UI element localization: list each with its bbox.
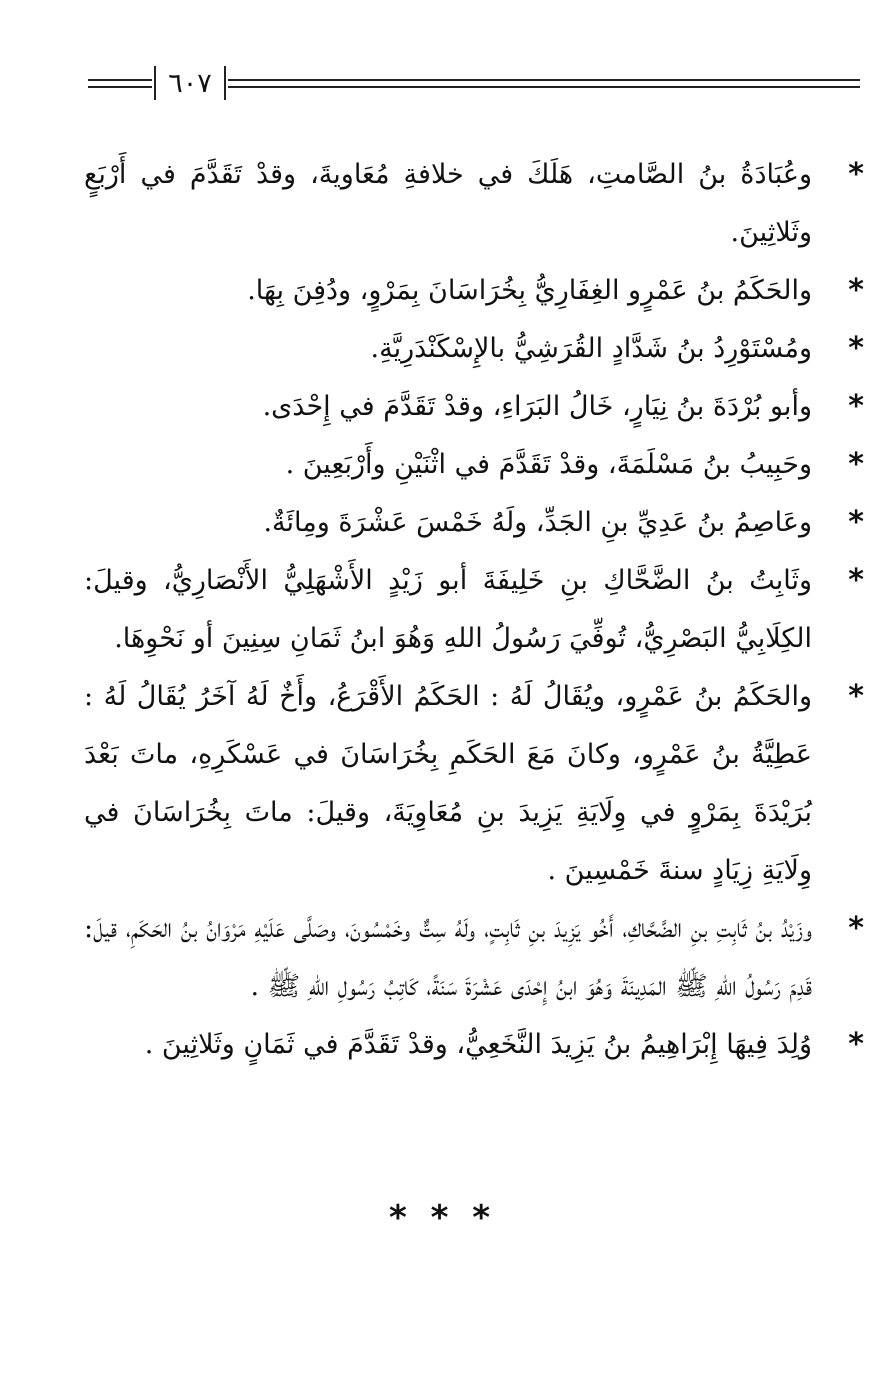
entry-text: وثَابِتُ بنُ الضَّحَّاكِ بنِ خَلِيفَةَ أبو زَيْدٍ الأَشْهَلِيُّ الأَنْصَارِيُّ، وقيلَ: الكِلَابِيُّ البَصْرِيُّ، تُوفِّيَ رَسُولُ اللهِ وَهُوَ ابنُ ثَمَانِ سِنِينَ أو نَحْوِهَا. — [84, 565, 812, 654]
bullet-star: * — [848, 447, 864, 482]
entry-habib — [84, 436, 864, 494]
bullet-star: * — [848, 331, 864, 366]
entry-text: وحَبِيبُ بنُ مَسْلَمَةَ، وقدْ تَقَدَّمَ في اثْنَيْنِ وأَرْبَعِينَ . — [285, 449, 812, 480]
entry-text: وعَاصِمُ بنُ عَدِيِّ بنِ الجَدِّ، ولَهُ خَمْسَ عَشْرَةَ ومِائَةٌ. — [263, 507, 812, 538]
entry-mustawrid — [84, 320, 864, 378]
entry-asim — [84, 494, 864, 552]
entry-list — [84, 146, 864, 1074]
header-bar-left — [154, 66, 156, 100]
bullet-star: * — [848, 679, 864, 714]
bullet-star: * — [848, 911, 864, 946]
bullet-star: * — [848, 505, 864, 540]
bullet-star: * — [848, 1027, 864, 1062]
bullet-star: * — [848, 563, 864, 598]
entry-ibrahim — [84, 1016, 864, 1074]
header-bar-right — [224, 66, 226, 100]
bullet-star: * — [848, 273, 864, 308]
entry-zayd — [84, 900, 864, 1016]
entry-text: والحَكَمُ بنُ عَمْرٍو الغِفَارِيُّ بِخُرَاسَانَ بِمَرْوٍ، ودُفِنَ بِهَا. — [247, 275, 812, 306]
entry-abu-burda — [84, 378, 864, 436]
entry-text: وزَيْدُ بنُ ثَابِتِ بنِ الضَّحَّاكِ، أَخُو يَزِيدَ بنِ ثَابِتٍ، ولَهُ سِتٌّ وخَمْسُونَ، وصَلَّى عَلَيْهِ مَرْوَانُ بنُ الحَكَمِ، قيلَ: قَدِمَ رَسُولُ اللهِ ﷺ المَدِينَةَ وَهُوَ ابنُ إِحْدَى عَشْرَةَ سَنَةً، كَاتِبُ رَسُولِ اللهِ ﷺ . — [84, 913, 812, 1002]
page-number: ٦٠٧ — [168, 68, 212, 99]
header-rule-left — [88, 79, 152, 88]
page-header — [88, 62, 860, 106]
section-divider: * * * — [388, 1198, 496, 1238]
entry-text: وُلِدَ فِيهَا إِبْرَاهِيمُ بنُ يَزِيدَ النَّخَعِيُّ، وقدْ تَقَدَّمَ في ثَمَانٍ وثَلاثِينَ . — [144, 1029, 812, 1060]
entry-text: وعُبَادَةُ بنُ الصَّامتِ، هَلَكَ في خلافةِ مُعَاويةَ، وقدْ تَقَدَّمَ في أَرْبَعٍ وثَلاثِينَ. — [84, 159, 812, 248]
bullet-star: * — [848, 389, 864, 424]
entry-hakam-aqra — [84, 668, 864, 900]
entry-text: ومُسْتَوْرِدُ بنُ شَدَّادٍ القُرَشِيُّ بالإِسْكَنْدَرِيَّةِ. — [370, 333, 812, 364]
entry-text: والحَكَمُ بنُ عَمْرٍو، ويُقَالُ لَهُ : الحَكَمُ الأَقْرَعُ، وأَخٌ لَهُ آخَرُ يُقَالُ لَهُ : عَطِيَّةُ بنُ عَمْرٍو، وكانَ مَعَ الحَكَمِ بِخُرَاسَانَ في عَسْكَرِهِ، ماتَ بَعْدَ بُرَيْدَةَ بِمَرْوٍ في وِلَايَةِ يَزِيدَ بنِ مُعَاوِيَةَ، وقيلَ: ماتَ بِخُرَاسَانَ في وِلَايَةِ زِيَادٍ سنةَ خَمْسِينَ . — [84, 681, 812, 886]
entry-hakam-ghifari — [84, 262, 864, 320]
entry-ubada — [84, 146, 864, 262]
bullet-star: * — [848, 157, 864, 192]
entry-thabit — [84, 552, 864, 668]
header-rule-right — [228, 79, 860, 88]
entry-text: وأبو بُرْدَةَ بنُ نِيَارٍ، خَالُ البَرَاءِ، وقدْ تَقَدَّمَ في إِحْدَى. — [262, 391, 812, 422]
